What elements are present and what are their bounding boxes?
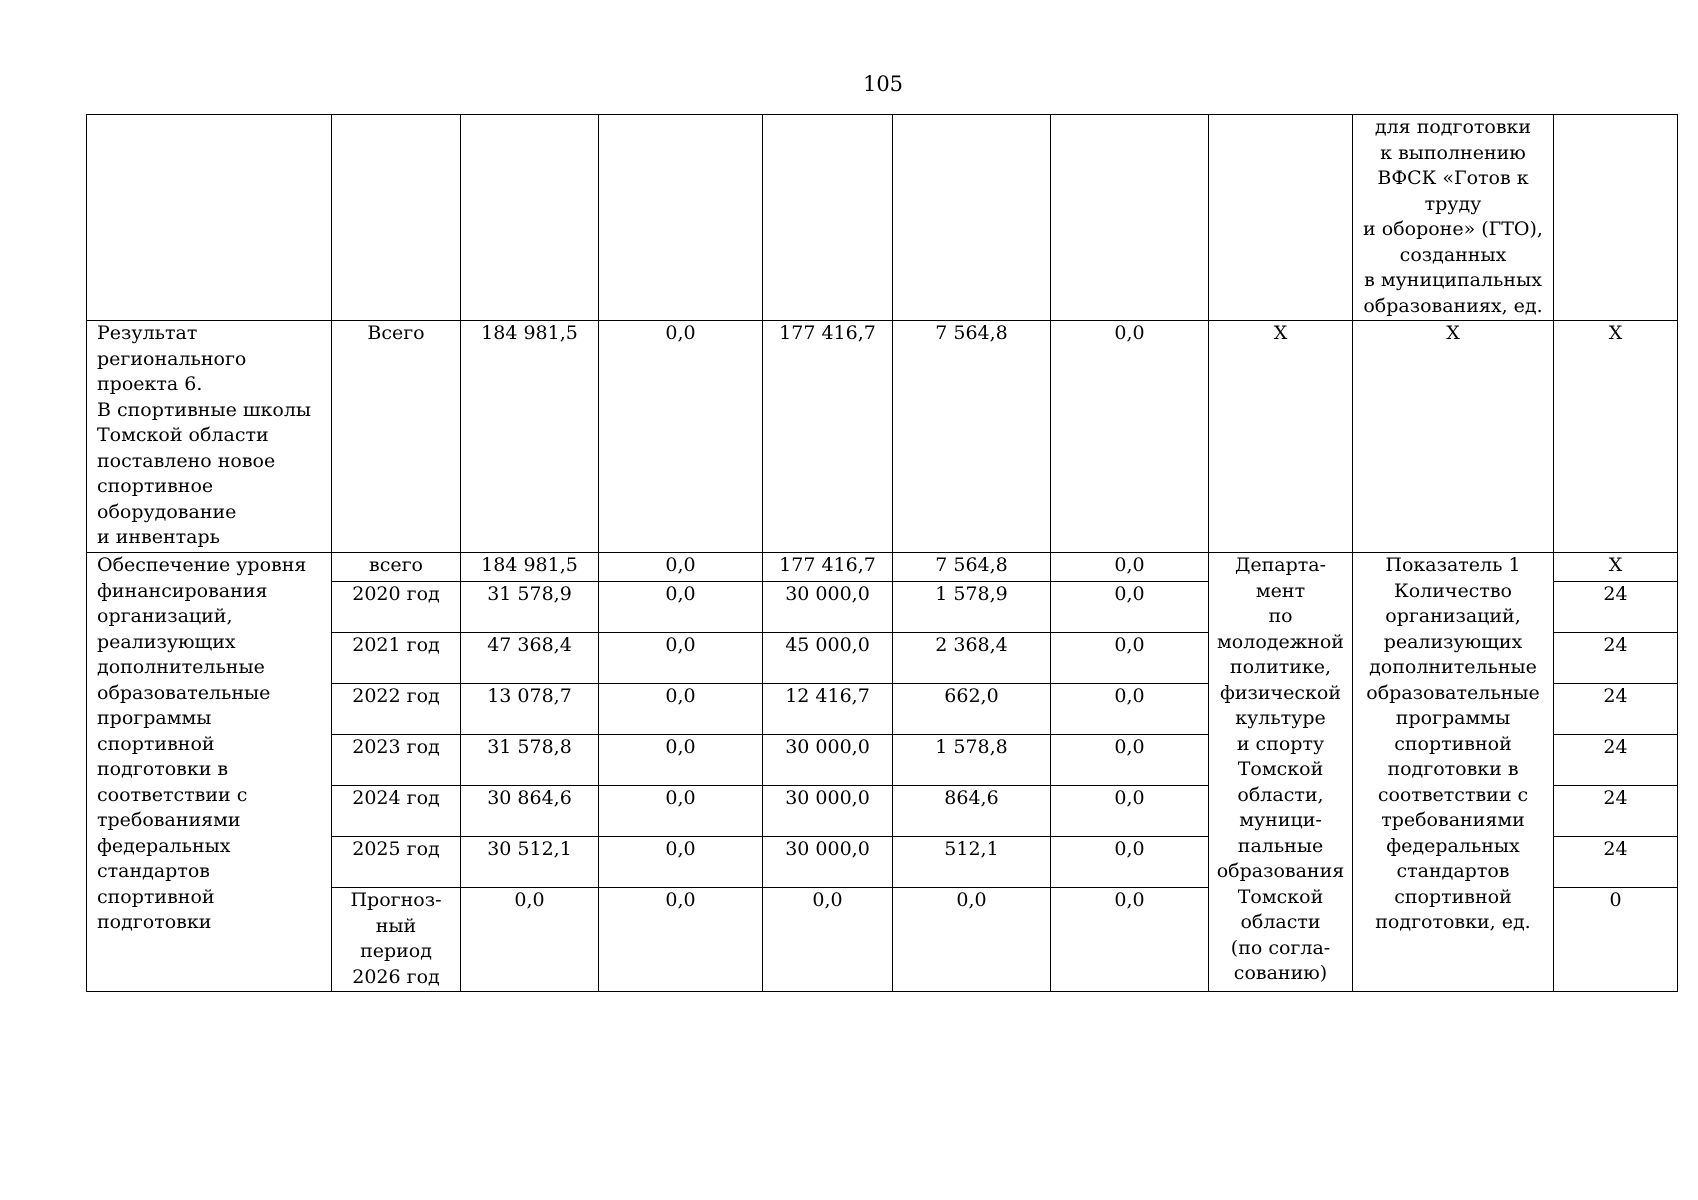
regional-cell: 0,0 bbox=[763, 888, 893, 992]
extra-cell: 0,0 bbox=[1051, 582, 1209, 633]
value-cell: Х bbox=[1554, 553, 1678, 582]
regional-cell: 30 000,0 bbox=[763, 735, 893, 786]
result-total: 184 981,5 bbox=[461, 321, 599, 553]
value-cell: 24 bbox=[1554, 684, 1678, 735]
table-row bbox=[87, 553, 1678, 582]
local-cell: 1 578,9 bbox=[893, 582, 1051, 633]
extra-cell: 0,0 bbox=[1051, 633, 1209, 684]
period-cell: 2023 год bbox=[332, 735, 461, 786]
empty-cell bbox=[1209, 115, 1353, 321]
page-number: 105 bbox=[862, 72, 904, 96]
value-cell: 24 bbox=[1554, 735, 1678, 786]
result-row bbox=[87, 321, 1678, 553]
measure-executor: Департа- мент по молодежной политике, физической культуре и спорту Томской области, муници- пальные образования Томской области (по согла- сованию) bbox=[1209, 553, 1353, 992]
federal-cell: 0,0 bbox=[599, 837, 763, 888]
empty-cell bbox=[461, 115, 599, 321]
federal-cell: 0,0 bbox=[599, 633, 763, 684]
extra-cell: 0,0 bbox=[1051, 553, 1209, 582]
extra-cell: 0,0 bbox=[1051, 684, 1209, 735]
regional-cell: 45 000,0 bbox=[763, 633, 893, 684]
regional-cell: 30 000,0 bbox=[763, 786, 893, 837]
result-indicator: Х bbox=[1353, 321, 1554, 553]
period-cell: всего bbox=[332, 553, 461, 582]
result-name: Результат регионального проекта 6. В спортивные школы Томской области поставлено новое спортивное оборудование и инвентарь bbox=[87, 321, 332, 553]
result-period: Всего bbox=[332, 321, 461, 553]
total-cell: 13 078,7 bbox=[461, 684, 599, 735]
federal-cell: 0,0 bbox=[599, 735, 763, 786]
local-cell: 864,6 bbox=[893, 786, 1051, 837]
local-cell: 2 368,4 bbox=[893, 633, 1051, 684]
local-cell: 662,0 bbox=[893, 684, 1051, 735]
period-cell: Прогноз- ный период 2026 год bbox=[332, 888, 461, 992]
result-executor: Х bbox=[1209, 321, 1353, 553]
federal-cell: 0,0 bbox=[599, 684, 763, 735]
total-cell: 30 864,6 bbox=[461, 786, 599, 837]
program-table bbox=[86, 114, 1678, 992]
empty-cell bbox=[332, 115, 461, 321]
total-cell: 31 578,8 bbox=[461, 735, 599, 786]
federal-cell: 0,0 bbox=[599, 582, 763, 633]
local-cell: 0,0 bbox=[893, 888, 1051, 992]
federal-cell: 0,0 bbox=[599, 888, 763, 992]
empty-cell bbox=[87, 115, 332, 321]
empty-cell bbox=[893, 115, 1051, 321]
value-cell: 24 bbox=[1554, 582, 1678, 633]
result-value: Х bbox=[1554, 321, 1678, 553]
local-cell: 7 564,8 bbox=[893, 553, 1051, 582]
empty-cell bbox=[1051, 115, 1209, 321]
local-cell: 1 578,8 bbox=[893, 735, 1051, 786]
extra-cell: 0,0 bbox=[1051, 735, 1209, 786]
empty-cell bbox=[763, 115, 893, 321]
federal-cell: 0,0 bbox=[599, 786, 763, 837]
period-cell: 2024 год bbox=[332, 786, 461, 837]
period-cell: 2025 год bbox=[332, 837, 461, 888]
empty-cell bbox=[599, 115, 763, 321]
empty-cell bbox=[1554, 115, 1678, 321]
total-cell: 0,0 bbox=[461, 888, 599, 992]
extra-cell: 0,0 bbox=[1051, 837, 1209, 888]
result-regional: 177 416,7 bbox=[763, 321, 893, 553]
federal-cell: 0,0 bbox=[599, 553, 763, 582]
result-local: 7 564,8 bbox=[893, 321, 1051, 553]
period-cell: 2021 год bbox=[332, 633, 461, 684]
regional-cell: 12 416,7 bbox=[763, 684, 893, 735]
result-extra: 0,0 bbox=[1051, 321, 1209, 553]
measure-indicator: Показатель 1 Количество организаций, реализующих дополнительные образовательные программы спортивной подготовки в соответствии с требованиями федеральных стандартов спортивной подготовки, ед. bbox=[1353, 553, 1554, 992]
indicator-text-continued: для подготовки к выполнению ВФСК «Готов к труду и обороне» (ГТО), созданных в муниципальных образованиях, ед. bbox=[1353, 115, 1554, 321]
continuation-row bbox=[87, 115, 1678, 321]
extra-cell: 0,0 bbox=[1051, 888, 1209, 992]
regional-cell: 30 000,0 bbox=[763, 837, 893, 888]
result-federal: 0,0 bbox=[599, 321, 763, 553]
value-cell: 24 bbox=[1554, 837, 1678, 888]
extra-cell: 0,0 bbox=[1051, 786, 1209, 837]
period-cell: 2022 год bbox=[332, 684, 461, 735]
value-cell: 0 bbox=[1554, 888, 1678, 992]
total-cell: 47 368,4 bbox=[461, 633, 599, 684]
period-cell: 2020 год bbox=[332, 582, 461, 633]
total-cell: 31 578,9 bbox=[461, 582, 599, 633]
regional-cell: 30 000,0 bbox=[763, 582, 893, 633]
total-cell: 30 512,1 bbox=[461, 837, 599, 888]
total-cell: 184 981,5 bbox=[461, 553, 599, 582]
measure-name: Обеспечение уровня финансирования организаций, реализующих дополнительные образовательные программы спортивной подготовки в соответствии с требованиями федеральных стандартов спортивной подготовки bbox=[87, 553, 332, 992]
value-cell: 24 bbox=[1554, 633, 1678, 684]
local-cell: 512,1 bbox=[893, 837, 1051, 888]
regional-cell: 177 416,7 bbox=[763, 553, 893, 582]
value-cell: 24 bbox=[1554, 786, 1678, 837]
